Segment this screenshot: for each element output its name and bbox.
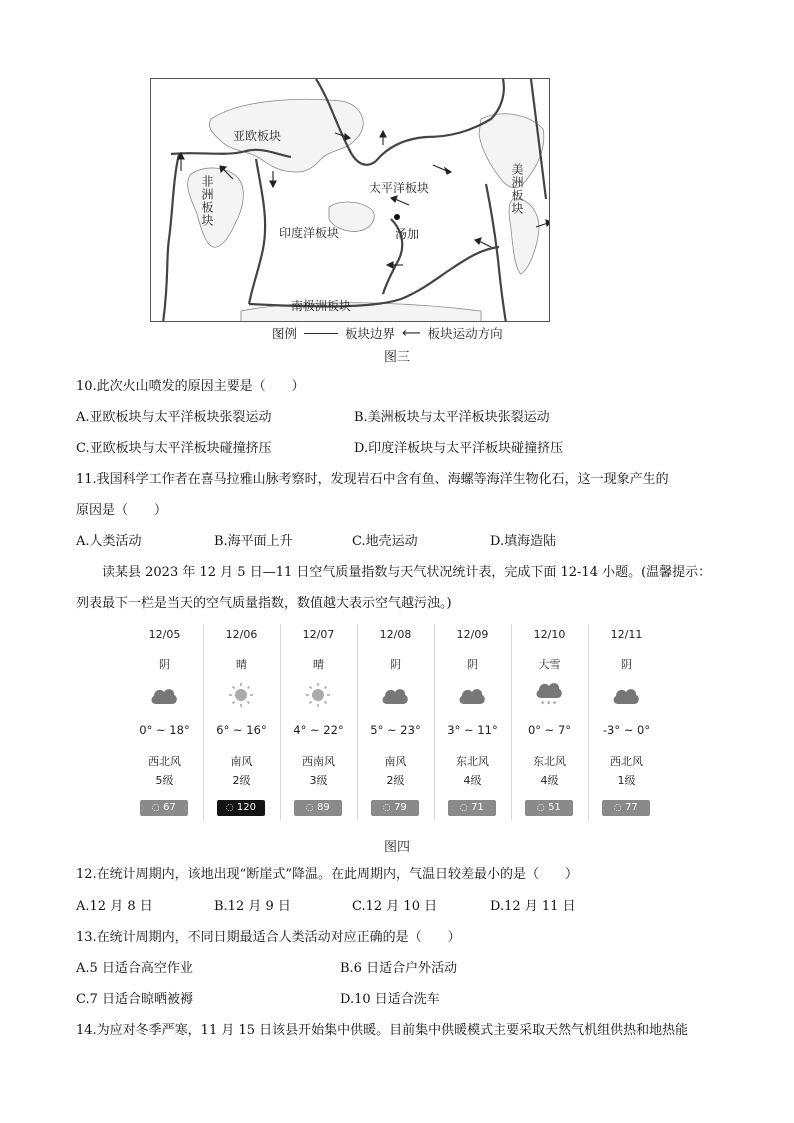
- motion-arrow-8: [475, 238, 491, 247]
- q13-option-d: D.10 日适合洗车: [340, 992, 440, 1007]
- weather-date: 12/06: [225, 628, 258, 641]
- weather-day-column: [126, 622, 203, 826]
- weather-temperature: 0° ~ 7°: [527, 723, 572, 737]
- q13-option-a: A.5 日适合高空作业: [76, 961, 193, 976]
- aqi-value: 71: [471, 802, 484, 813]
- weather-date: 12/08: [379, 628, 412, 641]
- label-eurasia-plate: 亚欧板块: [233, 129, 282, 143]
- intro-line2: 列表最下一栏是当天的空气质量指数，数值越大表示空气越污浊。): [76, 596, 452, 611]
- cloud-icon: [149, 682, 179, 708]
- aqi-badge: [525, 800, 573, 816]
- label-antarctic-plate: 南极洲板块: [291, 299, 352, 313]
- map-legend: [272, 324, 503, 342]
- cloud-icon: [457, 682, 487, 708]
- q13-stem: 13.在统计周期内，不同日期最适合人类活动对应正确的是（ ）: [76, 930, 461, 945]
- legend-boundary-label: 板块边界: [345, 326, 396, 341]
- weather-wind-level: 3级: [309, 774, 328, 787]
- svg-text:*: *: [547, 700, 551, 708]
- leaf-icon: ◌: [612, 801, 624, 815]
- leaf-icon: ◌: [535, 801, 547, 815]
- label-americas-plate: 美洲板块: [510, 163, 524, 215]
- q12-stem: 12.在统计周期内，该地出现“断崖式”降温。在此周期内，气温日较差最小的是（ ）: [76, 867, 578, 882]
- cloud-icon: [611, 682, 641, 708]
- q10-option-d: D.印度洋板块与太平洋板块碰撞挤压: [354, 441, 564, 456]
- aqi-badge: [602, 800, 650, 816]
- q11-stem-line2: 原因是（ ）: [76, 503, 168, 518]
- weather-date: 12/07: [302, 628, 335, 641]
- weather-temperature: 3° ~ 11°: [447, 723, 498, 737]
- q10-stem: 10.此次火山喷发的原因主要是（ ）: [76, 379, 305, 394]
- weather-wind-direction: 南风: [230, 755, 253, 768]
- weather-temperature: 0° ~ 18°: [139, 723, 190, 737]
- weather-column-divider: [203, 624, 204, 820]
- weather-column-divider: [280, 624, 281, 820]
- intro-line1: 读某县 2023 年 12 月 5 日—11 日空气质量指数与天气状况统计表，完成下面 12-14 小题。(温馨提示：: [102, 565, 712, 580]
- leaf-icon: ◌: [224, 801, 236, 815]
- weather-wind-direction: 西北风: [610, 755, 643, 768]
- aqi-value: 120: [236, 802, 256, 813]
- boundary-pacific-east: [486, 184, 506, 322]
- aqi-badge: [448, 800, 496, 816]
- leaf-icon: ◌: [458, 801, 470, 815]
- weather-condition: 阴: [621, 658, 632, 671]
- label-africa-plate: 非洲板块: [200, 175, 214, 227]
- weather-day-column: [511, 622, 588, 826]
- weather-column-divider: [588, 624, 589, 820]
- weather-date: 12/10: [533, 628, 566, 641]
- snow-icon: [534, 682, 564, 708]
- q11-option-c: C.地壳运动: [352, 534, 418, 549]
- weather-condition: 晴: [236, 658, 247, 671]
- weather-condition: 晴: [313, 658, 324, 671]
- legend-arrow-icon: ⟵: [402, 325, 421, 341]
- q10-option-b: B.美洲板块与太平洋板块张裂运动: [354, 410, 550, 425]
- motion-arrow-3: [270, 171, 276, 187]
- weather-temperature: -3° ~ 0°: [602, 723, 651, 737]
- weather-day-column: [280, 622, 357, 826]
- weather-wind-direction: 东北风: [533, 755, 566, 768]
- weather-wind-level: 5级: [155, 774, 174, 787]
- weather-wind-direction: 南风: [384, 755, 407, 768]
- q11-option-b: B.海平面上升: [214, 534, 293, 549]
- weather-wind-level: 2级: [232, 774, 251, 787]
- weather-wind-level: 2级: [386, 774, 405, 787]
- weather-condition: 大雪: [538, 658, 561, 671]
- aqi-value: 51: [548, 802, 561, 813]
- figure-3-caption: 图三: [384, 350, 411, 365]
- q12-option-d: D.12 月 11 日: [490, 899, 576, 914]
- tonga-dot: [394, 214, 400, 220]
- q10-option-c: C.亚欧板块与太平洋板块碰撞挤压: [76, 441, 272, 456]
- motion-arrow-6: [391, 196, 409, 205]
- label-pacific-plate: 太平洋板块: [369, 181, 430, 195]
- aqi-value: 77: [625, 802, 638, 813]
- weather-column-divider: [357, 624, 358, 820]
- weather-wind-level: 4级: [463, 774, 482, 787]
- weather-wind-level: 4级: [540, 774, 559, 787]
- weather-wind-direction: 东北风: [456, 755, 489, 768]
- leaf-icon: ◌: [381, 801, 393, 815]
- sun-icon: [303, 682, 333, 708]
- q11-option-d: D.填海造陆: [490, 534, 557, 549]
- figure-4-caption: 图四: [384, 840, 411, 855]
- aqi-badge: [217, 800, 265, 816]
- plate-map: [150, 78, 550, 322]
- motion-arrow-4: [380, 131, 386, 145]
- weather-wind-level: 1级: [617, 774, 636, 787]
- weather-day-column: [203, 622, 280, 826]
- boundary-pacific-south: [451, 247, 499, 269]
- weather-temperature: 4° ~ 22°: [293, 723, 344, 737]
- weather-day-column: [357, 622, 434, 826]
- boundary-african-west: [163, 154, 179, 322]
- weather-condition: 阴: [159, 658, 170, 671]
- leaf-icon: ◌: [304, 801, 316, 815]
- q13-option-b: B.6 日适合户外活动: [340, 961, 458, 976]
- weather-date: 12/11: [610, 628, 643, 641]
- weather-wind-direction: 西北风: [148, 755, 181, 768]
- label-indian-plate: 印度洋板块: [279, 226, 340, 240]
- q14-stem: 14.为应对冬季严寒，11 月 15 日该县开始集中供暖。目前集中供暖模式主要采取天然气机组供热和地热能: [76, 1023, 689, 1038]
- aqi-badge: [371, 800, 419, 816]
- legend-prefix: 图例: [272, 326, 298, 341]
- weather-column-divider: [434, 624, 435, 820]
- weather-day-column: [434, 622, 511, 826]
- weather-date: 12/05: [148, 628, 181, 641]
- svg-text:*: *: [553, 700, 557, 708]
- q11-option-a: A.人类活动: [76, 534, 142, 549]
- aqi-value: 89: [317, 802, 330, 813]
- sun-icon: [226, 682, 256, 708]
- q11-stem-line1: 11.我国科学工作者在喜马拉雅山脉考察时，发现岩石中含有鱼、海螺等海洋生物化石，这一现象产生的: [76, 472, 669, 487]
- aqi-value: 79: [394, 802, 407, 813]
- aqi-value: 67: [163, 802, 176, 813]
- label-tonga: 汤加: [395, 227, 420, 241]
- q12-option-c: C.12 月 10 日: [352, 899, 438, 914]
- q13-option-c: C.7 日适合晾晒被褥: [76, 992, 194, 1007]
- weather-temperature: 6° ~ 16°: [216, 723, 267, 737]
- weather-condition: 阴: [467, 658, 478, 671]
- boundary-indian: [249, 159, 265, 304]
- svg-text:*: *: [541, 700, 545, 708]
- motion-arrow-5: [433, 165, 451, 174]
- leaf-icon: ◌: [150, 801, 162, 815]
- weather-condition: 阴: [390, 658, 401, 671]
- cloud-icon: [380, 682, 410, 708]
- weather-table: [126, 622, 666, 826]
- weather-column-divider: [511, 624, 512, 820]
- q10-option-a: A.亚欧板块与太平洋板块张裂运动: [76, 410, 272, 425]
- weather-temperature: 5° ~ 23°: [370, 723, 421, 737]
- aqi-badge: [294, 800, 342, 816]
- q12-option-b: B.12 月 9 日: [214, 899, 291, 914]
- weather-day-column: [588, 622, 665, 826]
- weather-date: 12/09: [456, 628, 489, 641]
- plate-map-figure: [150, 78, 550, 340]
- weather-wind-direction: 西南风: [302, 755, 335, 768]
- q12-option-a: A.12 月 8 日: [76, 899, 153, 914]
- legend-boundary-line: [304, 333, 338, 334]
- aqi-badge: [140, 800, 188, 816]
- legend-direction-label: 板块运动方向: [427, 326, 503, 341]
